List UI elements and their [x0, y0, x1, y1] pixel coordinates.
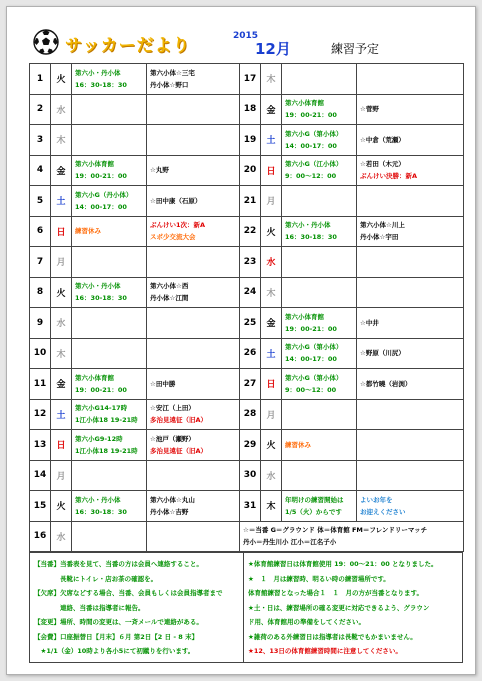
- day-of-week: 水: [51, 521, 72, 552]
- day-of-week: 金: [261, 308, 282, 339]
- note-line: 連絡、当番は指導者に報告。: [34, 603, 145, 612]
- duty-line: スポ少交流大会: [150, 233, 196, 242]
- duty-cell: [357, 155, 464, 186]
- practice-line: 19：00-21：00: [285, 111, 337, 120]
- practice-line: 第六小G（第小体）: [285, 373, 343, 382]
- note-line: 【当番】当番表を見て、当番の方は会員へ連絡すること。: [34, 560, 203, 568]
- practice-cell: [282, 277, 357, 308]
- practice-line: 19：00-21：00: [75, 385, 127, 394]
- practice-line: 9：00〜12：00: [285, 385, 337, 394]
- practice-cell: [72, 460, 147, 491]
- practice-line: 第六小G（第小体）: [285, 343, 343, 352]
- calendar-row: [30, 125, 464, 156]
- day-of-week: 月: [51, 460, 72, 491]
- practice-line: 第六小・丹小体: [75, 282, 121, 291]
- duty-cell: [357, 125, 464, 156]
- duty-line: 丹小体☆江間: [150, 294, 189, 303]
- day-number: 20: [240, 155, 261, 186]
- day-of-week: 水: [261, 460, 282, 491]
- practice-cell: [72, 186, 147, 217]
- legend-cell: [240, 521, 464, 552]
- day-of-week: 日: [51, 430, 72, 461]
- practice-cell: [72, 64, 147, 95]
- duty-cell: [357, 64, 464, 95]
- duty-cell: [147, 94, 240, 125]
- duty-line: 第六小体☆西: [150, 282, 189, 291]
- soccer-ball-icon: [33, 29, 59, 55]
- note-line: ド用、体育館用の準備をしてください。: [248, 618, 365, 626]
- duty-cell: [357, 338, 464, 369]
- schedule-subtitle: 練習予定: [331, 42, 380, 56]
- day-of-week: 日: [261, 369, 282, 400]
- note-line: 【会費】口座振替日【月末】６月 第2日【2 日 - 8 末】: [34, 632, 199, 641]
- practice-line: 16：30-18：30: [285, 233, 337, 242]
- practice-cell: [72, 155, 147, 186]
- duty-cell: [147, 186, 240, 217]
- duty-line: ☆野原（川尻）: [360, 349, 405, 358]
- practice-line: 9：00〜12：00: [285, 172, 337, 181]
- practice-line: 1江小体18 19-21時: [75, 416, 138, 425]
- notes-left: [30, 553, 244, 662]
- duty-cell: [147, 430, 240, 461]
- practice-cell: [282, 125, 357, 156]
- practice-line: 1/5（火）からです: [285, 507, 342, 516]
- practice-line: 第六小G14-17時: [75, 404, 128, 413]
- day-of-week: 水: [51, 94, 72, 125]
- day-number: 15: [30, 491, 51, 522]
- practice-cell: [282, 460, 357, 491]
- practice-cell: [282, 430, 357, 461]
- day-number: 16: [30, 521, 51, 552]
- note-line: ★体育館練習日は体育館使用 19：00〜21：00 となりました。: [248, 560, 438, 568]
- practice-cell: [282, 94, 357, 125]
- calendar-row: [30, 247, 464, 278]
- notes-section: [29, 552, 463, 663]
- calendar-row: [30, 216, 464, 247]
- duty-line: ☆池戸（瀬野）: [150, 434, 195, 443]
- duty-cell: [147, 277, 240, 308]
- duty-cell: [147, 521, 240, 552]
- practice-line: 1江小体18 19-21時: [75, 446, 138, 455]
- note-line: ★ １ 月は練習時、明るい時の練習場所です。: [248, 574, 390, 583]
- practice-line: 練習休み: [285, 440, 311, 449]
- practice-cell: [282, 247, 357, 278]
- calendar-row: [30, 94, 464, 125]
- calendar-row: [30, 155, 464, 186]
- duty-cell: [147, 64, 240, 95]
- practice-cell: [72, 247, 147, 278]
- day-of-week: 木: [51, 125, 72, 156]
- day-number: 14: [30, 460, 51, 491]
- practice-cell: [72, 308, 147, 339]
- legend-line: 丹小＝丹生川小 江小＝江名子小: [243, 538, 337, 547]
- legend-line: ☆＝当番 G＝グラウンド 体＝体育館 FM＝フレンドリーマッチ: [243, 526, 428, 535]
- duty-line: ☆中倉（荒瀬）: [360, 135, 405, 144]
- day-number: 11: [30, 369, 51, 400]
- day-number: 26: [240, 338, 261, 369]
- day-of-week: 木: [261, 491, 282, 522]
- day-number: 2: [30, 94, 51, 125]
- duty-cell: [357, 491, 464, 522]
- day-of-week: 月: [51, 247, 72, 278]
- practice-cell: [282, 186, 357, 217]
- duty-line: ☆中井: [360, 318, 379, 327]
- duty-line: ☆丸野: [150, 166, 169, 175]
- practice-line: 19：00-21：00: [75, 172, 127, 181]
- duty-cell: [357, 430, 464, 461]
- day-number: 21: [240, 186, 261, 217]
- duty-line: 多治見遠征（旧A）: [150, 416, 208, 425]
- duty-cell: [357, 186, 464, 217]
- day-of-week: 月: [261, 399, 282, 430]
- day-of-week: 木: [261, 277, 282, 308]
- duty-cell: [147, 491, 240, 522]
- day-of-week: 火: [261, 216, 282, 247]
- day-of-week: 土: [51, 399, 72, 430]
- practice-line: 第六小体育館: [285, 99, 324, 108]
- practice-line: 第六小G（第小体）: [285, 129, 343, 138]
- day-number: 10: [30, 338, 51, 369]
- practice-cell: [282, 216, 357, 247]
- practice-line: 第六小・丹小体: [75, 68, 121, 77]
- duty-cell: [357, 247, 464, 278]
- calendar-row: [30, 491, 464, 522]
- duty-line: 第六小体☆川上: [360, 221, 405, 230]
- duty-cell: [147, 460, 240, 491]
- practice-line: 14：00-17：00: [285, 355, 337, 364]
- practice-cell: [282, 308, 357, 339]
- note-line: ★12、13日の体育館練習時間に注意してください。: [248, 647, 402, 655]
- day-number: 9: [30, 308, 51, 339]
- day-number: 25: [240, 308, 261, 339]
- note-line: ★1/1（金）10時より各小5にて初蹴りを行います。: [34, 647, 195, 655]
- day-of-week: 火: [261, 430, 282, 461]
- duty-line: ☆田中康（石原）: [150, 196, 202, 205]
- duty-cell: [147, 155, 240, 186]
- duty-cell: [357, 399, 464, 430]
- day-number: 12: [30, 399, 51, 430]
- practice-line: 第六小G（丹小体）: [75, 190, 133, 199]
- calendar-row: [30, 369, 464, 400]
- day-of-week: 土: [261, 338, 282, 369]
- practice-line: 19：00-21：00: [285, 324, 337, 333]
- practice-cell: [282, 369, 357, 400]
- duty-cell: [147, 338, 240, 369]
- newsletter-title: サッカーだより: [65, 36, 191, 56]
- day-number: 27: [240, 369, 261, 400]
- day-number: 6: [30, 216, 51, 247]
- duty-line: ☆安江（上田）: [150, 404, 195, 413]
- practice-line: 16：30-18：30: [75, 294, 127, 303]
- practice-line: 16：30-18：30: [75, 80, 127, 89]
- duty-line: 丹小体☆野口: [150, 80, 189, 89]
- calendar-row: [30, 430, 464, 461]
- day-number: 31: [240, 491, 261, 522]
- calendar-row: [30, 308, 464, 339]
- year-label: 2015: [233, 31, 259, 41]
- practice-line: 第六小・丹小体: [285, 221, 331, 230]
- day-of-week: 土: [51, 186, 72, 217]
- note-line: 長靴にトイレ・店お茶の確認を。: [34, 574, 158, 583]
- duty-cell: [357, 308, 464, 339]
- calendar-row: [30, 460, 464, 491]
- calendar-table: [29, 63, 464, 552]
- practice-line: 14：00-17：00: [285, 141, 337, 150]
- day-of-week: 木: [261, 64, 282, 95]
- day-number: 1: [30, 64, 51, 95]
- day-of-week: 金: [261, 94, 282, 125]
- day-number: 7: [30, 247, 51, 278]
- day-of-week: 日: [51, 216, 72, 247]
- duty-cell: [147, 308, 240, 339]
- day-of-week: 木: [51, 338, 72, 369]
- duty-line: 丹小体☆吉野: [150, 507, 189, 516]
- duty-line: ☆菅野: [360, 105, 379, 114]
- calendar-row: [30, 277, 464, 308]
- day-number: 18: [240, 94, 261, 125]
- day-of-week: 火: [51, 64, 72, 95]
- duty-line: ☆田中勝: [150, 379, 176, 388]
- day-number: 13: [30, 430, 51, 461]
- note-line: ★雑荷のある外練習日は指導者は長靴でもかまいません。: [248, 632, 417, 641]
- calendar-row: [30, 399, 464, 430]
- practice-line: 16：30-18：30: [75, 507, 127, 516]
- note-line: ★土・日は、練習場所の確る変更に対応できるよう、グラウン: [248, 603, 430, 612]
- duty-line: 第六小体☆三宅: [150, 68, 195, 77]
- duty-cell: [147, 247, 240, 278]
- day-number: 19: [240, 125, 261, 156]
- practice-cell: [72, 94, 147, 125]
- practice-cell: [72, 125, 147, 156]
- day-of-week: 土: [261, 125, 282, 156]
- practice-line: 14：00-17：00: [75, 202, 127, 211]
- duty-cell: [147, 125, 240, 156]
- calendar-row: [30, 186, 464, 217]
- day-number: 23: [240, 247, 261, 278]
- duty-line: 第六小体☆丸山: [150, 495, 195, 504]
- day-of-week: 火: [51, 277, 72, 308]
- duty-cell: [147, 216, 240, 247]
- practice-cell: [72, 399, 147, 430]
- notes-right: [244, 553, 462, 662]
- day-of-week: 水: [51, 308, 72, 339]
- practice-cell: [72, 491, 147, 522]
- practice-line: 練習休み: [75, 227, 101, 236]
- practice-cell: [72, 521, 147, 552]
- day-number: 30: [240, 460, 261, 491]
- duty-line: 丹小体☆宇田: [360, 233, 399, 242]
- duty-cell: [357, 460, 464, 491]
- day-of-week: 月: [261, 186, 282, 217]
- duty-line: ☆都竹曉（岩渕）: [360, 379, 412, 388]
- month-label: 12月: [255, 40, 291, 58]
- practice-cell: [282, 155, 357, 186]
- day-of-week: 金: [51, 369, 72, 400]
- duty-line: ☆若田（木元）: [360, 160, 405, 169]
- duty-cell: [357, 277, 464, 308]
- duty-cell: [357, 369, 464, 400]
- practice-cell: [72, 369, 147, 400]
- duty-cell: [147, 369, 240, 400]
- practice-line: 年明けの練習開始は: [285, 495, 344, 504]
- day-number: 17: [240, 64, 261, 95]
- calendar-row: [30, 64, 464, 95]
- practice-cell: [282, 491, 357, 522]
- header: [7, 7, 477, 61]
- day-of-week: 日: [261, 155, 282, 186]
- practice-line: 第六小・丹小体: [75, 495, 121, 504]
- day-number: 24: [240, 277, 261, 308]
- practice-cell: [282, 64, 357, 95]
- practice-line: 第六小体育館: [75, 373, 114, 382]
- duty-line: ぶんけい決勝：新A: [360, 172, 418, 181]
- duty-line: お迎えください: [360, 507, 406, 516]
- note-line: 体育館練習となった場合１ １ 月の方が当番となります。: [248, 589, 423, 597]
- day-of-week: 水: [261, 247, 282, 278]
- practice-line: 第六小G9-12時: [75, 434, 123, 443]
- note-line: 【変更】場所、時間の変更は、一斉メールで連絡がある。: [34, 618, 203, 626]
- day-number: 3: [30, 125, 51, 156]
- day-number: 4: [30, 155, 51, 186]
- note-line: 【欠席】欠席などする場合、当番、会員もしくは会員指導者まで: [34, 589, 223, 597]
- practice-cell: [282, 399, 357, 430]
- calendar-page: [6, 6, 476, 675]
- practice-cell: [72, 216, 147, 247]
- practice-cell: [282, 338, 357, 369]
- day-number: 28: [240, 399, 261, 430]
- day-number: 29: [240, 430, 261, 461]
- practice-cell: [72, 430, 147, 461]
- duty-line: よいお年を: [360, 495, 393, 504]
- day-number: 22: [240, 216, 261, 247]
- duty-line: ぶんけい1次：新A: [150, 221, 206, 230]
- duty-line: 多治見遠征（旧A）: [150, 446, 208, 455]
- day-number: 5: [30, 186, 51, 217]
- practice-line: 第六小体育館: [75, 160, 114, 169]
- day-of-week: 火: [51, 491, 72, 522]
- duty-cell: [357, 216, 464, 247]
- practice-line: 第六小G（江小体）: [285, 160, 343, 169]
- practice-cell: [72, 277, 147, 308]
- day-number: 8: [30, 277, 51, 308]
- practice-line: 第六小体育館: [285, 312, 324, 321]
- practice-cell: [72, 338, 147, 369]
- calendar-row: [30, 338, 464, 369]
- day-of-week: 金: [51, 155, 72, 186]
- calendar-row: [30, 521, 464, 552]
- duty-cell: [147, 399, 240, 430]
- duty-cell: [357, 94, 464, 125]
